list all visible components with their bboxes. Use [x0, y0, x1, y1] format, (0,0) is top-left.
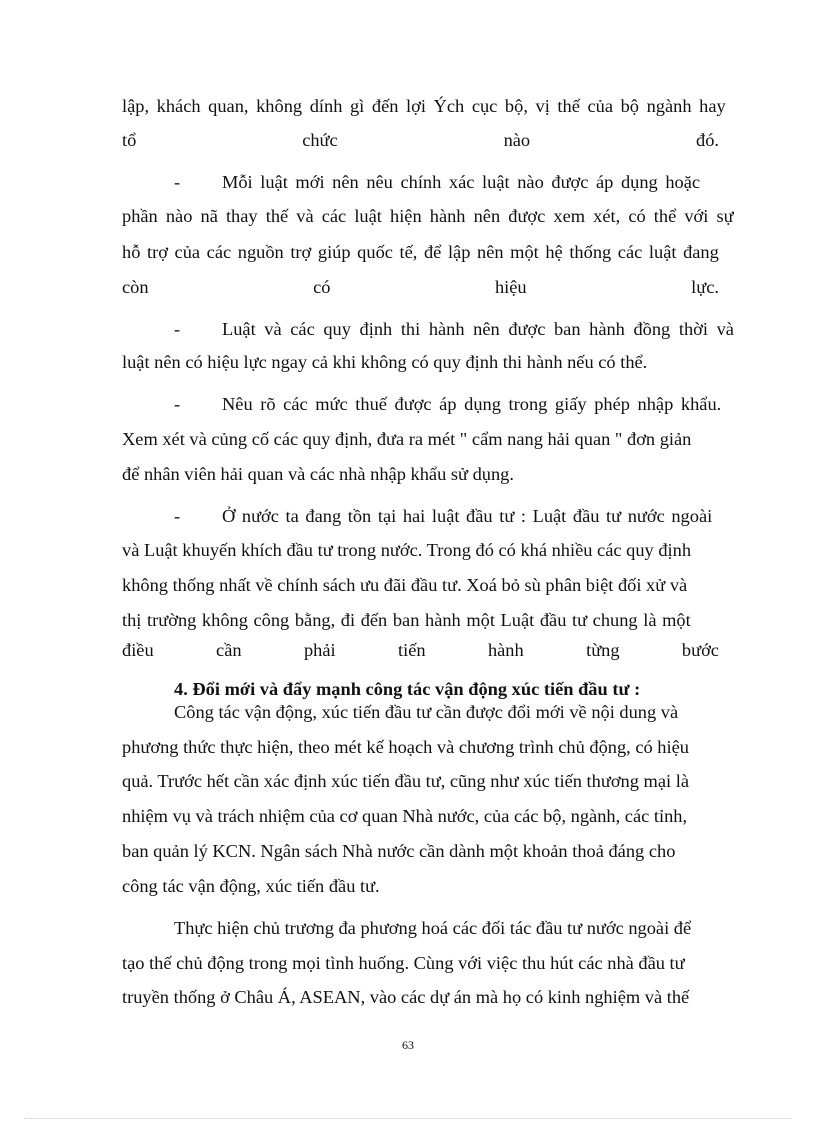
- bullet-line: [122, 503, 719, 529]
- section-heading: 4. Đổi mới và đẩy mạnh công tác vận động xúc tiến đầu tư :: [174, 679, 641, 699]
- bullet-line: [122, 316, 734, 342]
- bullet-dash: -: [174, 319, 181, 339]
- text-line: công tác vận động, xúc tiến đầu tư.: [122, 876, 380, 896]
- text-line: thị trường không công bằng, đi đến ban hành một Luật đầu tư chung là một: [122, 610, 691, 630]
- bullet-text: Luật và các quy định thi hành nên được ban hành đồng thời và: [222, 319, 734, 339]
- text-line: Công tác vận động, xúc tiến đầu tư cần được đổi mới về nội dung và: [174, 702, 679, 722]
- word: còn: [122, 277, 149, 297]
- word: có: [313, 277, 331, 297]
- word: bước: [681, 640, 719, 660]
- text-line: phần nào nã thay thế và các luật hiện hành nên được xem xét, có thể với sự: [122, 206, 734, 226]
- word: cần: [216, 640, 242, 660]
- word: tổ: [122, 130, 137, 150]
- word: hiệu: [494, 277, 527, 297]
- text-line: ban quản lý KCN. Ngân sách Nhà nước cần dành một khoản thoả đáng cho: [122, 841, 676, 861]
- bullet-dash: -: [174, 506, 181, 526]
- text-line: [122, 274, 719, 300]
- word: lực.: [691, 277, 719, 297]
- bullet-text: Mỗi luật mới nên nêu chính xác luật nào được áp dụng hoặc: [222, 172, 701, 192]
- text-line: lập, khách quan, không dính gì đến lợi Ých cục bộ, vị thế của bộ ngành hay: [122, 96, 726, 116]
- bullet-line: [122, 391, 722, 417]
- word: chức: [302, 130, 338, 150]
- bullet-text: Ở nước ta đang tồn tại hai luật đầu tư : Luật đầu tư nước ngoài: [222, 506, 713, 526]
- text-line: quả. Trước hết cần xác định xúc tiến đầu tư, cũng như xúc tiến thương mại là: [122, 771, 689, 791]
- word: từng: [586, 640, 620, 660]
- text-line: nhiệm vụ và trách nhiệm của cơ quan Nhà nước, của các bộ, ngành, các tỉnh,: [122, 806, 688, 826]
- text-line: và Luật khuyến khích đầu tư trong nước. Trong đó có khá nhiều các quy định: [122, 540, 692, 560]
- word: điều: [122, 640, 154, 660]
- text-line: luật nên có hiệu lực ngay cả khi không có quy định thi hành nếu có thể.: [122, 352, 648, 372]
- text-line: tạo thế chủ động trong mọi tình huống. Cùng với việc thu hút các nhà đầu tư: [122, 953, 685, 973]
- page-number: 63: [402, 1038, 414, 1052]
- word: phải: [303, 640, 336, 660]
- bullet-dash: -: [174, 172, 181, 192]
- bullet-dash: -: [174, 394, 181, 414]
- text-line: phương thức thực hiện, theo mét kế hoạch và chương trình chủ động, có hiệu: [122, 737, 689, 757]
- text-line: không thống nhất về chính sách ưu đãi đầu tư. Xoá bỏ sù phân biệt đối xử và: [122, 575, 688, 595]
- word: tiến: [398, 640, 426, 660]
- text-line: Thực hiện chủ trương đa phương hoá các đối tác đầu tư nước ngoài để: [174, 918, 692, 938]
- word: đó.: [696, 130, 719, 150]
- bullet-text: Nêu rõ các mức thuế được áp dụng trong giấy phép nhập khẩu.: [222, 394, 722, 414]
- bullet-line: [122, 169, 719, 195]
- text-line: hỗ trợ của các nguồn trợ giúp quốc tế, để lập nên một hệ thống các luật đang: [122, 242, 719, 262]
- text-line: Xem xét và củng cố các quy định, đưa ra mét " cẩm nang hải quan " đơn giản: [122, 429, 692, 449]
- text-line: truyền thống ở Châu Á, ASEAN, vào các dự án mà họ có kinh nghiệm và thế: [122, 987, 690, 1007]
- text-line: để nhân viên hải quan và các nhà nhập khẩu sử dụng.: [122, 464, 514, 484]
- text-line: [122, 637, 719, 663]
- word: nào: [503, 130, 531, 150]
- text-line: [122, 127, 719, 153]
- page-bottom-divider: [24, 1118, 792, 1119]
- word: hành: [487, 640, 524, 660]
